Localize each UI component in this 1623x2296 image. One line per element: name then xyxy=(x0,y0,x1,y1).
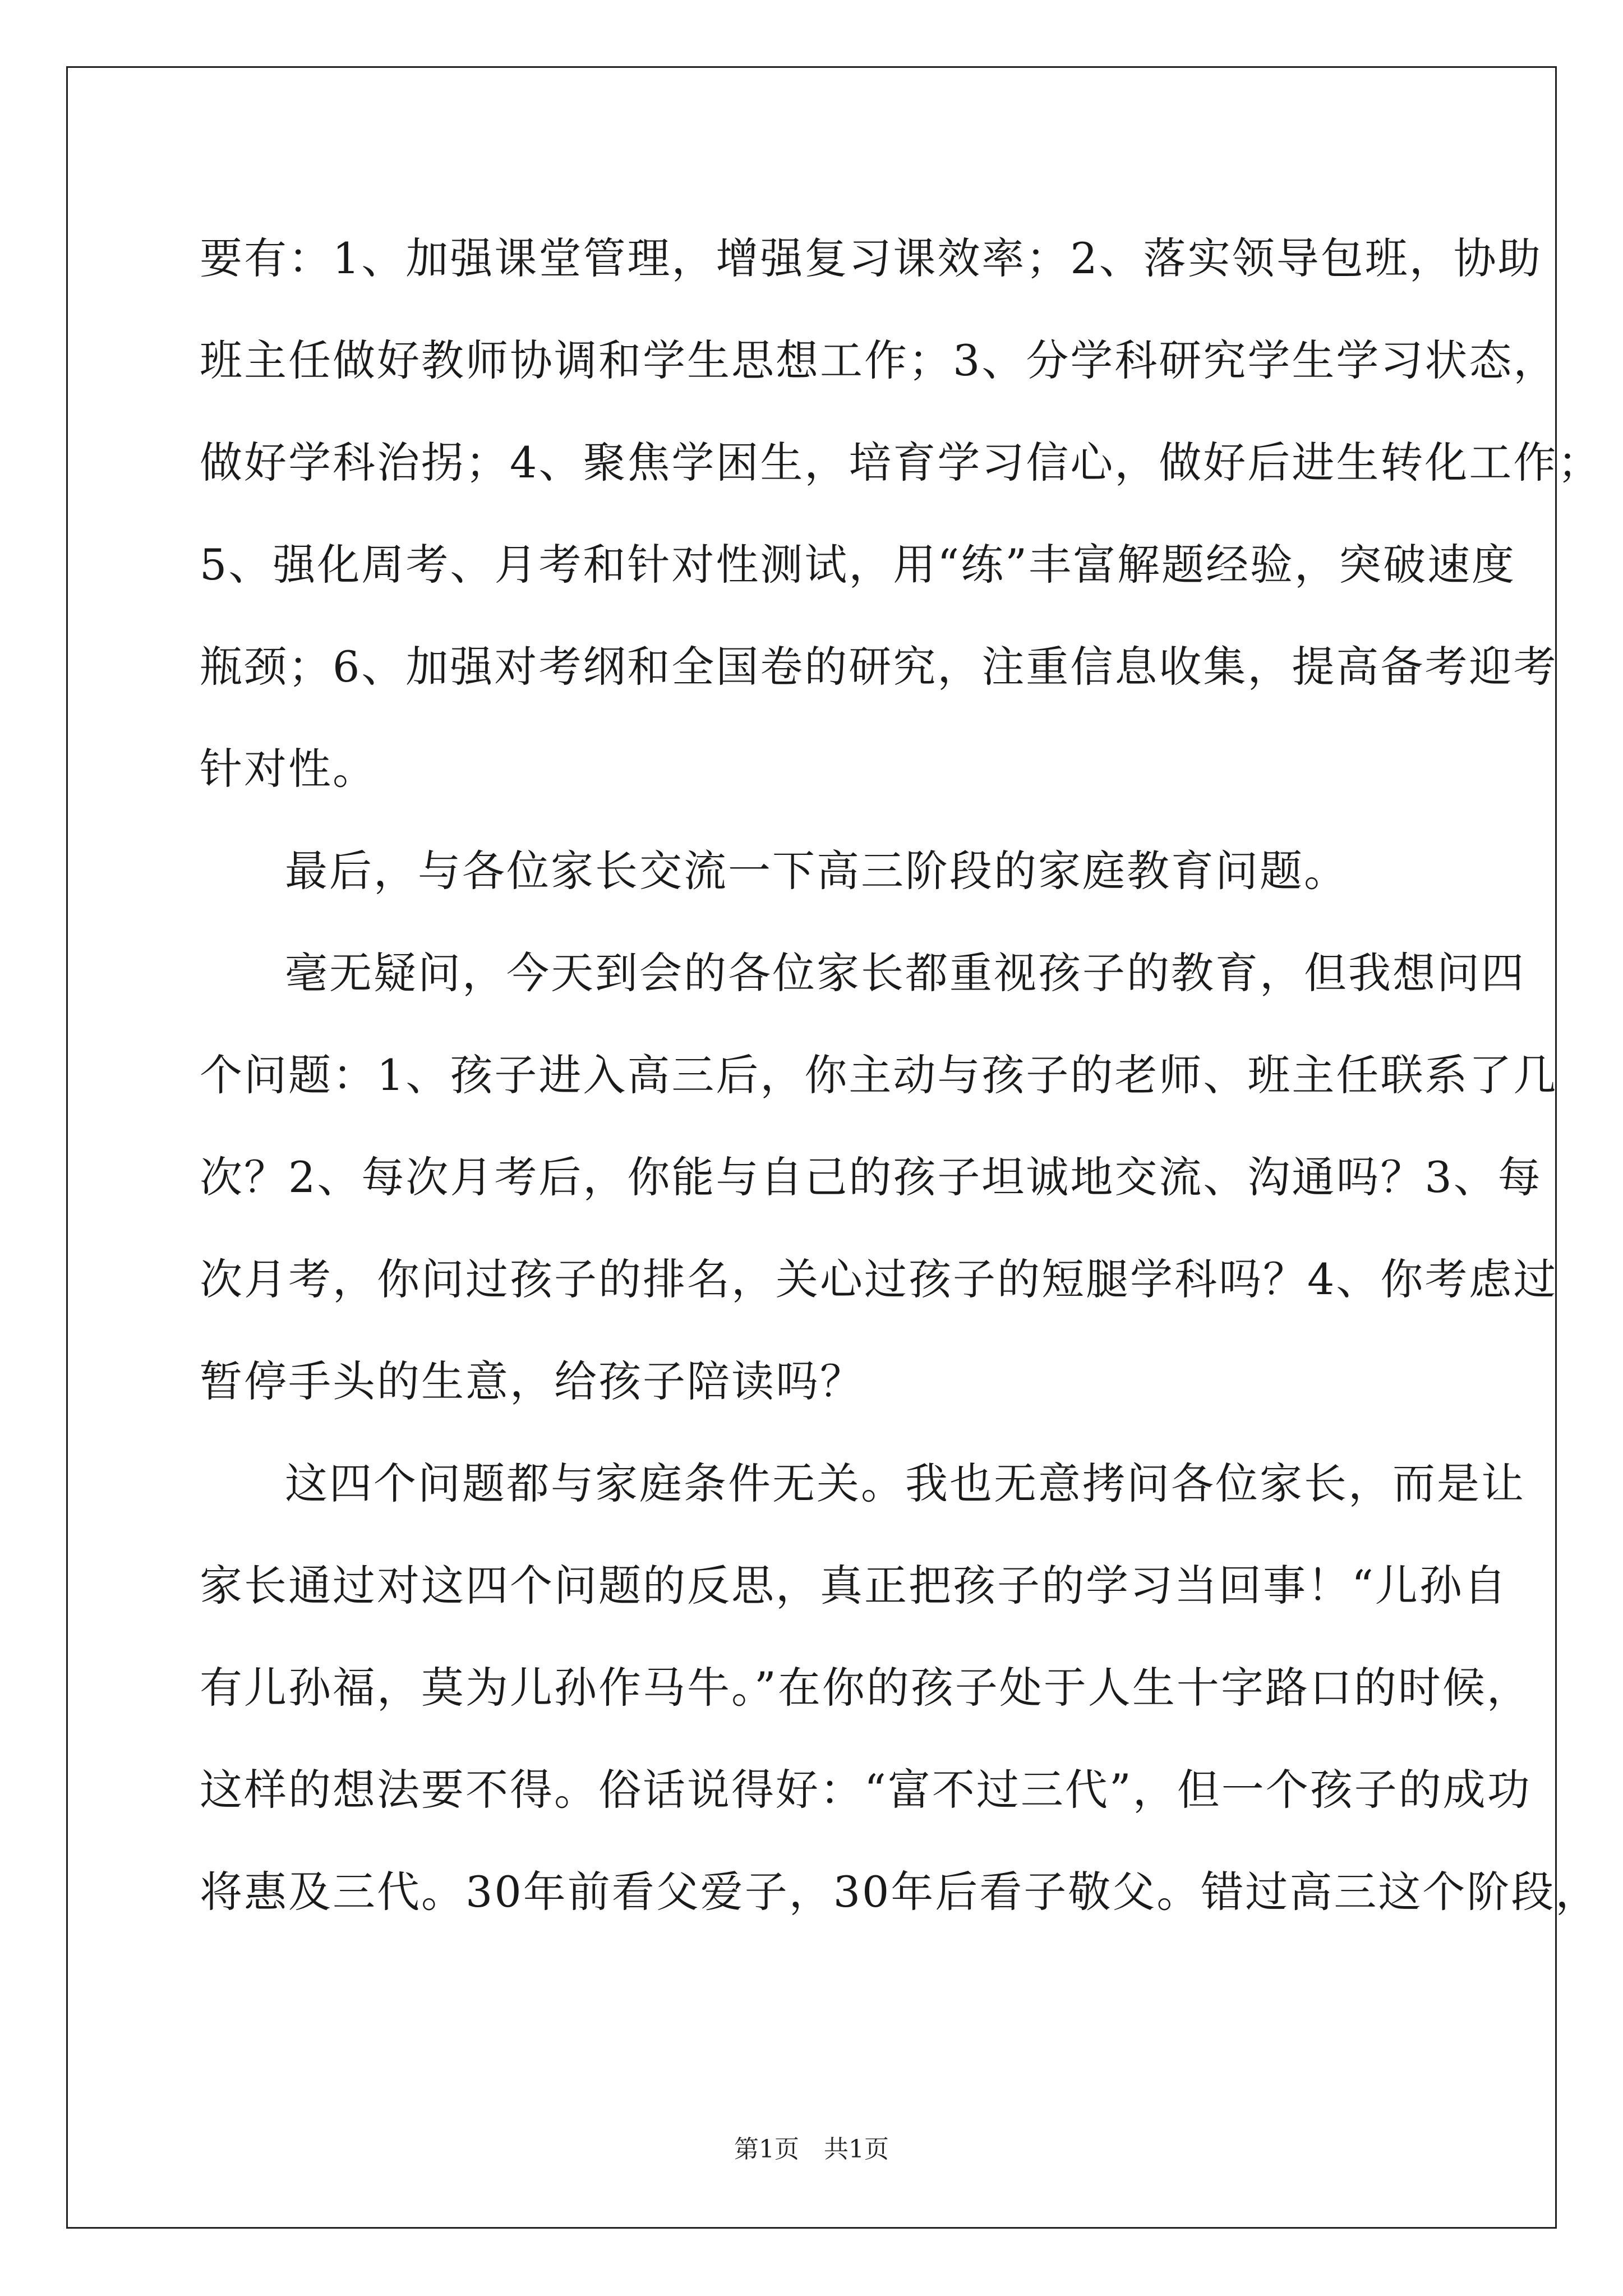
page-footer: 第1页 共1页 xyxy=(734,2135,889,2164)
text-line-7: 最后，与各位家长交流一下高三阶段的家庭教育问题。 xyxy=(285,846,1348,896)
text-line-5: 瓶颈；6、加强对考纲和全国卷的研究，注重信息收集，提高备考迎考 xyxy=(200,642,1558,692)
text-line-10: 次？2、每次月考后，你能与自己的孩子坦诚地交流、沟通吗？3、每 xyxy=(200,1152,1542,1202)
text-line-13: 这四个问题都与家庭条件无关。我也无意拷问各位家长，而是让 xyxy=(285,1458,1525,1508)
text-line-1: 要有：1、加强课堂管理，增强复习课效率；2、落实领导包班，协助 xyxy=(200,233,1542,283)
text-line-2: 班主任做好教师协调和学生思想工作；3、分学科研究学生学习状态， xyxy=(200,335,1558,385)
text-line-12: 暂停手头的生意，给孩子陪读吗？ xyxy=(200,1356,864,1406)
text-line-17: 将惠及三代。30年前看父爱子，30年后看子敬父。错过高三这个阶段， xyxy=(200,1867,1600,1917)
text-line-16: 这样的想法要不得。俗话说得好：“富不过三代”，但一个孩子的成功 xyxy=(200,1765,1532,1815)
text-line-11: 次月考，你问过孩子的排名，关心过孩子的短腿学科吗？4、你考虑过 xyxy=(200,1254,1558,1304)
text-line-9: 个问题：1、孩子进入高三后，你主动与孩子的老师、班主任联系了几 xyxy=(200,1050,1558,1100)
text-line-4: 5、强化周考、月考和针对性测试，用“练”丰富解题经验，突破速度 xyxy=(200,540,1516,590)
text-line-8: 毫无疑问，今天到会的各位家长都重视孩子的教育，但我想问四 xyxy=(285,948,1525,998)
document-body xyxy=(200,208,1602,1943)
text-line-14: 家长通过对这四个问题的反思，真正把孩子的学习当回事！“儿孙自 xyxy=(200,1561,1508,1611)
text-line-3: 做好学科治拐；4、聚焦学困生，培育学习信心，做好后进生转化工作； xyxy=(200,438,1602,487)
text-line-6: 针对性。 xyxy=(200,744,377,794)
text-line-15: 有儿孙福，莫为儿孙作马牛。”在你的孩子处于人生十字路口的时候， xyxy=(200,1663,1531,1713)
